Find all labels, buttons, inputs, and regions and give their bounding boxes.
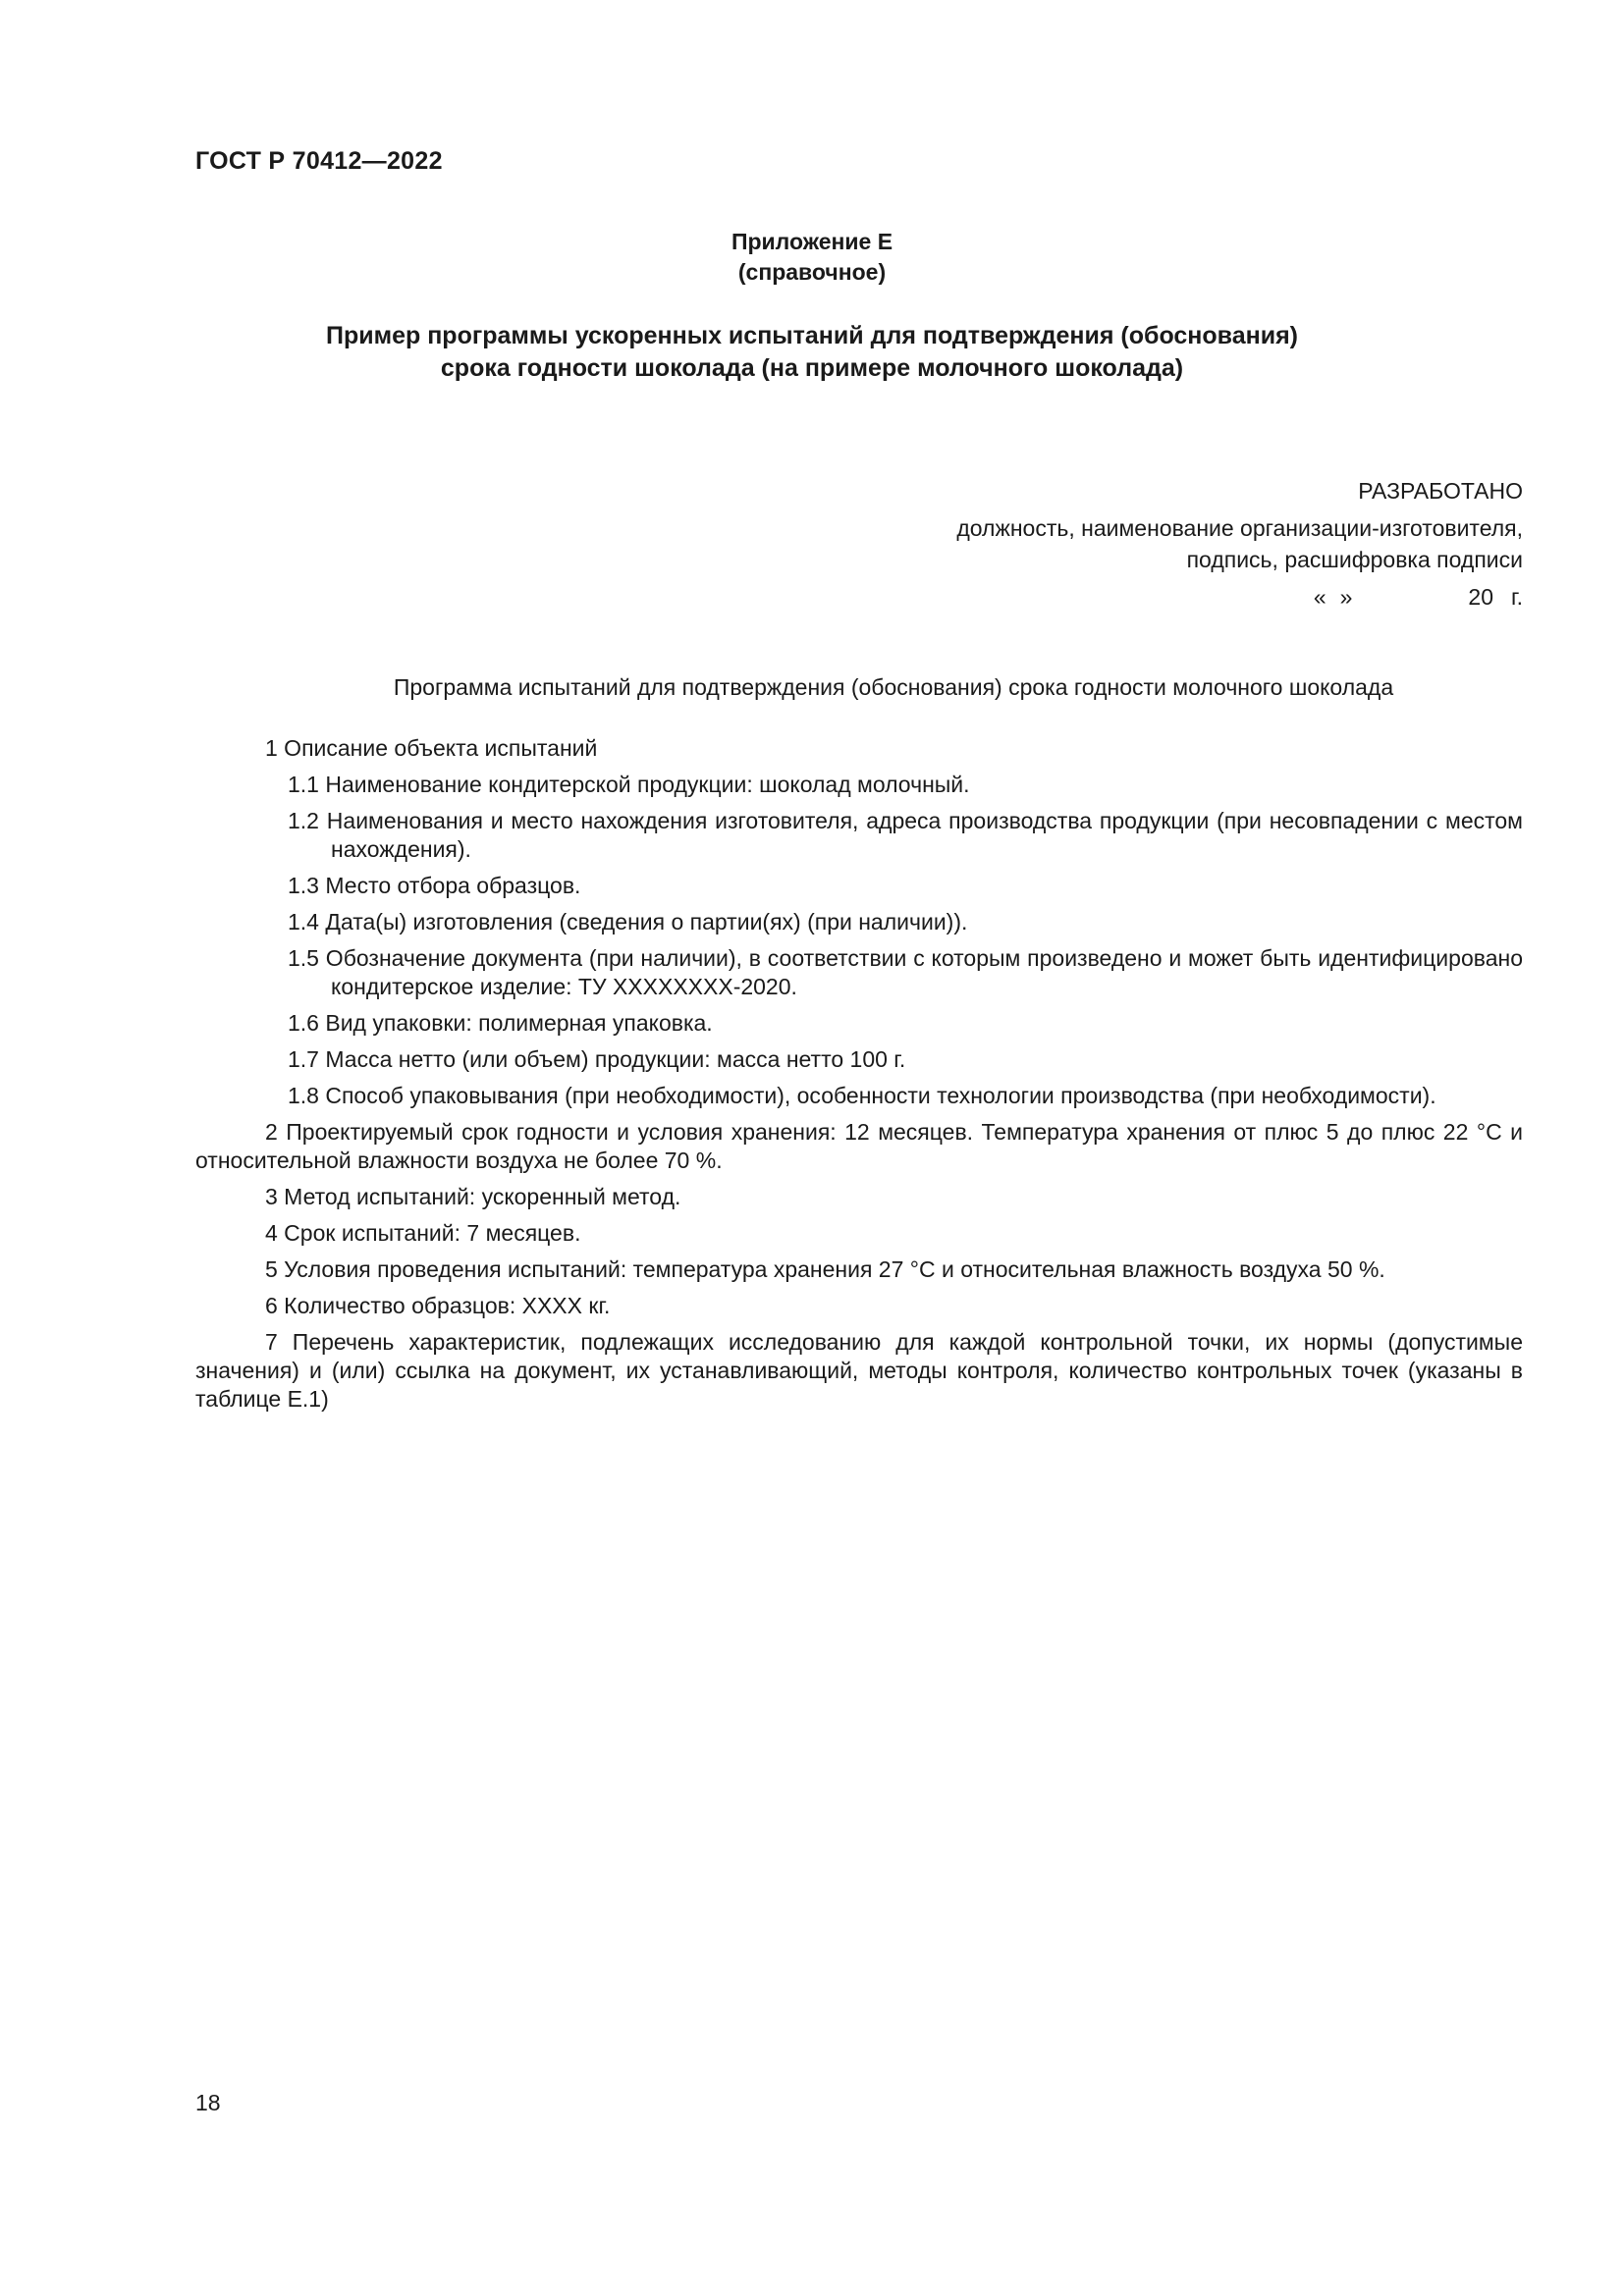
item-3: 3 Метод испытаний: ускоренный метод. <box>265 1184 681 1209</box>
item-7: 7 Перечень характеристик, подлежащих исследованию для каждой контрольной точки, их нормы (допустимые значения) и (или) ссылка на документ, их устанавливающий, методы контроля, количество контрольных точек (указаны в таблице Е.1) <box>195 1329 1523 1412</box>
date-quote-close: » <box>1339 584 1353 610</box>
item-1-1: 1.1 Наименование кондитерской продукции: шоколад молочный. <box>288 772 970 797</box>
program-title: Программа испытаний для подтверждения (обоснования) срока годности молочного шоколада <box>393 674 1394 700</box>
item-1-4: 1.4 Дата(ы) изготовления (сведения о партии(ях) (при наличии)). <box>288 909 968 934</box>
item-1-2: 1.2 Наименования и место нахождения изготовителя, адреса производства продукции (при несовпадении с местом нахождения). <box>288 808 1523 862</box>
item-1-7: 1.7 Масса нетто (или объем) продукции: масса нетто 100 г. <box>288 1046 906 1072</box>
appendix-heading <box>0 320 1624 385</box>
item-5: 5 Условия проведения испытаний: температура хранения 27 °С и относительная влажность воздуха 50 %. <box>265 1256 1385 1282</box>
approval-signature-line: подпись, расшифровка подписи <box>1186 547 1523 572</box>
appendix-heading-line2: срока годности шоколада (на примере молочного шоколада) <box>440 354 1184 382</box>
approval-block <box>956 475 1523 613</box>
item-2: 2 Проектируемый срок годности и условия хранения: 12 месяцев. Температура хранения от плюс 5 до плюс 22 °С и относительной влажности воздуха не более 70 %. <box>195 1119 1523 1173</box>
item-1-5: 1.5 Обозначение документа (при наличии), в соответствии с которым произведено и может быть идентифицировано кондитерское изделие: ТУ ХХХХХХХХ-2020. <box>288 945 1523 999</box>
program-body <box>195 734 1523 1421</box>
item-6: 6 Количество образцов: ХХХХ кг. <box>265 1293 611 1318</box>
appendix-kind: (справочное) <box>737 259 887 285</box>
date-quote-open: « <box>1313 584 1326 610</box>
approval-position-line: должность, наименование организации-изготовителя, <box>956 515 1523 541</box>
approval-heading: РАЗРАБОТАНО <box>1358 478 1523 504</box>
item-1-6: 1.6 Вид упаковки: полимерная упаковка. <box>288 1010 713 1036</box>
item-1-3: 1.3 Место отбора образцов. <box>288 873 581 898</box>
appendix-title: Приложение Е <box>731 229 893 254</box>
date-year-prefix: 20 <box>1468 584 1494 610</box>
approval-date-line <box>956 581 1523 613</box>
page-number: 18 <box>195 2090 221 2115</box>
item-1-8: 1.8 Способ упаковывания (при необходимости), особенности технологии производства (при необходимости). <box>288 1083 1436 1108</box>
appendix-heading-line1: Пример программы ускоренных испытаний для подтверждения (обоснования) <box>325 322 1298 349</box>
date-year-suffix: г. <box>1511 584 1523 610</box>
item-1: 1 Описание объекта испытаний <box>265 735 598 761</box>
item-4: 4 Срок испытаний: 7 месяцев. <box>265 1220 581 1246</box>
standard-code: ГОСТ Р 70412—2022 <box>195 147 443 175</box>
